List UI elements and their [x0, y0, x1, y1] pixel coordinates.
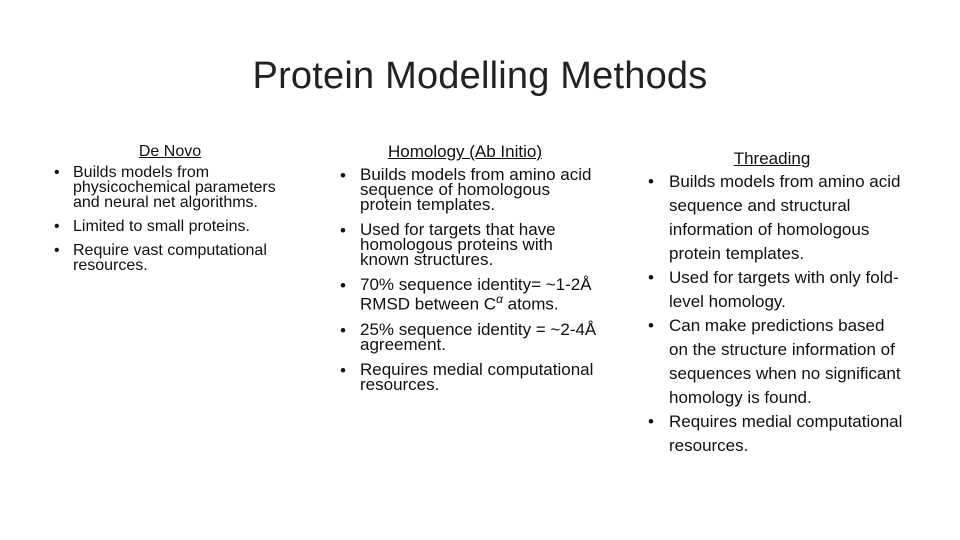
homology-heading: Homology (Ab Initio) [387, 142, 542, 161]
threading-bullet: • Builds models from amino acid sequence and structural information of homologous protein templates. [646, 170, 908, 266]
threading-heading: Threading [733, 149, 811, 168]
threading-bullet: • Requires medial computational resources. [646, 410, 908, 458]
de-novo-heading: De Novo [138, 143, 202, 160]
de-novo-column [52, 143, 292, 282]
alpha-superscript: α [496, 292, 503, 306]
homology-bullet-tail: atoms. [502, 294, 559, 314]
de-novo-bullet: • Require vast computational resources. [52, 243, 292, 273]
homology-bullet-list [338, 167, 598, 392]
homology-bullet [338, 277, 598, 312]
homology-bullet: • Used for targets that have homologous proteins with known structures. [338, 222, 598, 267]
threading-bullet-list [646, 170, 908, 458]
threading-bullet: • Used for targets with only fold-level homology. [646, 266, 908, 314]
homology-bullet-text: 70% sequence identity= ~1-2Å RMSD between C [360, 275, 592, 314]
homology-bullet: • Builds models from amino acid sequence of homologous protein templates. [338, 167, 598, 212]
de-novo-bullet-list [52, 165, 292, 273]
homology-bullet: • Requires medial computational resources. [338, 362, 598, 392]
de-novo-bullet: • Limited to small proteins. [52, 219, 292, 234]
threading-bullet: • Can make predictions based on the structure information of sequences when no significant homology is found. [646, 314, 908, 410]
slide-title: Protein Modelling Methods [252, 55, 708, 97]
homology-column [338, 143, 598, 402]
de-novo-bullet: • Builds models from physicochemical parameters and neural net algorithms. [52, 165, 292, 210]
homology-bullet: • 25% sequence identity = ~2-4Å agreement. [338, 322, 598, 352]
threading-column [646, 148, 908, 458]
